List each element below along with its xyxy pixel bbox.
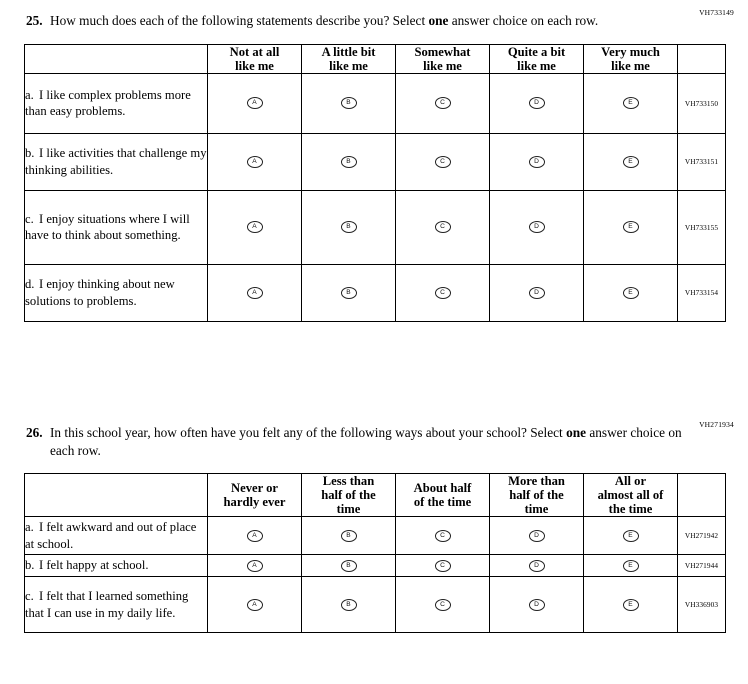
row-text: I enjoy thinking about new solutions to problems. [25, 277, 175, 308]
radio-bubble-e[interactable]: E [623, 560, 639, 572]
option-25a-5[interactable] [584, 73, 678, 133]
row-letter: b. [25, 146, 35, 160]
header-code-cell [678, 474, 726, 517]
table-row [25, 264, 726, 321]
question-text-25-bold: one [428, 13, 449, 28]
option-25d-5[interactable] [584, 264, 678, 321]
radio-bubble-a[interactable]: A [247, 221, 263, 233]
radio-bubble-a[interactable]: A [247, 530, 263, 542]
option-25a-2[interactable] [302, 73, 396, 133]
column-header-line: like me [611, 58, 650, 73]
option-26b-5[interactable] [584, 555, 678, 577]
radio-bubble-b[interactable]: B [341, 530, 357, 542]
column-header-line: hardly ever [223, 495, 286, 509]
option-26b-1[interactable] [208, 555, 302, 577]
row-stem-25d [25, 264, 208, 321]
row-stem-25b [25, 133, 208, 190]
radio-bubble-a[interactable]: A [247, 287, 263, 299]
radio-bubble-d[interactable]: D [529, 156, 545, 168]
row-letter: a. [25, 87, 34, 102]
row-code-25c: VH733155 [678, 190, 726, 264]
radio-bubble-c[interactable]: C [435, 221, 451, 233]
radio-bubble-b[interactable]: B [341, 599, 357, 611]
column-header-never-or-hardly-ever [208, 474, 302, 517]
radio-bubble-b[interactable]: B [341, 560, 357, 572]
radio-bubble-d[interactable]: D [529, 560, 545, 572]
column-header-more-than-half-of-the-time [490, 474, 584, 517]
row-code-25b: VH733151 [678, 133, 726, 190]
radio-bubble-d[interactable]: D [529, 97, 545, 109]
question-text-25 [50, 12, 708, 30]
radio-bubble-e[interactable]: E [623, 97, 639, 109]
option-26b-4[interactable] [490, 555, 584, 577]
row-text: I enjoy situations where I will have to think about something. [25, 211, 190, 242]
column-header-about-half-of-the-time [396, 474, 490, 517]
column-header-line: like me [423, 58, 462, 73]
option-25c-5[interactable] [584, 190, 678, 264]
table-row [25, 190, 726, 264]
option-26a-3[interactable] [396, 517, 490, 555]
option-25c-4[interactable] [490, 190, 584, 264]
column-header-line: About half [413, 481, 472, 495]
question-text-25-part2: answer choice on each row. [448, 13, 599, 28]
row-code-26c: VH336903 [678, 577, 726, 633]
row-letter: a. [25, 520, 34, 534]
radio-bubble-e[interactable]: E [623, 156, 639, 168]
question-text-26-part2: answer choice on each row. [50, 425, 682, 458]
question-stem-26 [0, 424, 748, 459]
table-row [25, 517, 726, 555]
row-letter: c. [25, 589, 34, 603]
row-stem-26c [25, 577, 208, 633]
radio-bubble-c[interactable]: C [435, 287, 451, 299]
question-stem-25 [0, 12, 748, 30]
column-header-line: half of the [509, 488, 564, 502]
row-letter: b. [25, 558, 35, 573]
option-25c-2[interactable] [302, 190, 396, 264]
question-code-26: VH271934 [699, 420, 734, 429]
header-blank-cell [25, 474, 208, 517]
column-header-line: of the time [413, 495, 472, 509]
matrix-header-row [25, 44, 726, 73]
row-text: I like complex problems more than easy problems. [25, 87, 191, 118]
option-25c-1[interactable] [208, 190, 302, 264]
row-code-25d: VH733154 [678, 264, 726, 321]
radio-bubble-d[interactable]: D [529, 221, 545, 233]
column-header-line: Quite a bit [507, 44, 566, 59]
option-25b-1[interactable] [208, 133, 302, 190]
column-header-line: More than [508, 474, 565, 488]
option-26a-2[interactable] [302, 517, 396, 555]
column-header-line: All or [614, 474, 647, 488]
question-number-25: 25. [26, 13, 43, 28]
question-block-26 [0, 420, 748, 633]
option-26a-4[interactable] [490, 517, 584, 555]
option-26c-2[interactable] [302, 577, 396, 633]
radio-bubble-c[interactable]: C [435, 560, 451, 572]
column-header-line: time [336, 502, 361, 516]
radio-bubble-a[interactable]: A [247, 97, 263, 109]
option-26b-3[interactable] [396, 555, 490, 577]
column-header-line: Very much [601, 44, 660, 59]
option-26b-2[interactable] [302, 555, 396, 577]
radio-bubble-b[interactable]: B [341, 221, 357, 233]
option-25b-3[interactable] [396, 133, 490, 190]
column-header-line: like me [235, 58, 274, 73]
column-header-line: time [524, 502, 549, 516]
matrix-table-25 [24, 44, 726, 322]
question-text-26-bold: one [566, 425, 587, 440]
column-header-not-at-all-like-me [208, 44, 302, 73]
question-block-25 [0, 8, 748, 322]
option-25b-2[interactable] [302, 133, 396, 190]
option-26c-5[interactable] [584, 577, 678, 633]
row-stem-26a [25, 517, 208, 555]
radio-bubble-a[interactable]: A [247, 560, 263, 572]
column-header-line: Never or [231, 481, 278, 495]
option-25a-4[interactable] [490, 73, 584, 133]
column-header-less-than-half-of-the-time [302, 474, 396, 517]
row-stem-25a [25, 73, 208, 133]
row-code-26b: VH271944 [678, 555, 726, 577]
column-header-line: the time [608, 502, 653, 516]
radio-bubble-b[interactable]: B [341, 156, 357, 168]
radio-bubble-c[interactable]: C [435, 156, 451, 168]
row-stem-26b [25, 555, 208, 577]
option-26c-3[interactable] [396, 577, 490, 633]
column-header-line: almost all of [597, 488, 664, 502]
column-header-line: Not at all [229, 44, 280, 59]
row-text: I felt awkward and out of place at school. [25, 520, 197, 551]
row-letter: c. [25, 211, 34, 226]
header-code-cell [678, 44, 726, 73]
table-row [25, 577, 726, 633]
radio-bubble-e[interactable]: E [623, 530, 639, 542]
table-row [25, 73, 726, 133]
option-25d-3[interactable] [396, 264, 490, 321]
radio-bubble-b[interactable]: B [341, 287, 357, 299]
question-text-26 [50, 424, 708, 459]
option-26c-1[interactable] [208, 577, 302, 633]
column-header-line: like me [517, 58, 556, 73]
radio-bubble-e[interactable]: E [623, 599, 639, 611]
option-25d-4[interactable] [490, 264, 584, 321]
option-26a-1[interactable] [208, 517, 302, 555]
question-number-26: 26. [26, 425, 43, 440]
column-header-quite-a-bit-like-me [490, 44, 584, 73]
question-text-26-part1: In this school year, how often have you felt any of the following ways about your school? Select [50, 425, 567, 440]
radio-bubble-e[interactable]: E [623, 221, 639, 233]
option-25b-5[interactable] [584, 133, 678, 190]
option-25d-1[interactable] [208, 264, 302, 321]
column-header-line: Somewhat [414, 44, 471, 59]
option-26a-5[interactable] [584, 517, 678, 555]
option-25d-2[interactable] [302, 264, 396, 321]
column-header-somewhat-like-me [396, 44, 490, 73]
column-header-a-little-bit-like-me [302, 44, 396, 73]
matrix-header-row [25, 474, 726, 517]
column-header-line: A little bit [321, 44, 376, 59]
radio-bubble-e[interactable]: E [623, 287, 639, 299]
question-code-25: VH733149 [699, 8, 734, 17]
row-text: I felt happy at school. [39, 558, 149, 573]
radio-bubble-d[interactable]: D [529, 599, 545, 611]
option-25a-1[interactable] [208, 73, 302, 133]
matrix-table-26 [24, 473, 726, 633]
row-stem-25c [25, 190, 208, 264]
radio-bubble-c[interactable]: C [435, 530, 451, 542]
row-text: I like activities that challenge my thinking abilities. [25, 146, 207, 177]
radio-bubble-d[interactable]: D [529, 287, 545, 299]
row-code-25a: VH733150 [678, 73, 726, 133]
option-25c-3[interactable] [396, 190, 490, 264]
option-26c-4[interactable] [490, 577, 584, 633]
column-header-line: like me [329, 58, 368, 73]
header-blank-cell [25, 44, 208, 73]
column-header-all-or-almost-all-of-the-time [584, 474, 678, 517]
radio-bubble-c[interactable]: C [435, 97, 451, 109]
radio-bubble-c[interactable]: C [435, 599, 451, 611]
row-letter: d. [25, 277, 35, 291]
option-25b-4[interactable] [490, 133, 584, 190]
table-row [25, 555, 726, 577]
radio-bubble-d[interactable]: D [529, 530, 545, 542]
radio-bubble-b[interactable]: B [341, 97, 357, 109]
option-25a-3[interactable] [396, 73, 490, 133]
column-header-line: half of the [321, 488, 376, 502]
row-code-26a: VH271942 [678, 517, 726, 555]
radio-bubble-a[interactable]: A [247, 156, 263, 168]
column-header-line: Less than [322, 474, 375, 488]
radio-bubble-a[interactable]: A [247, 599, 263, 611]
row-text: I felt that I learned something that I can use in my daily life. [25, 589, 189, 620]
question-text-25-part1: How much does each of the following statements describe you? Select [50, 13, 429, 28]
column-header-very-much-like-me [584, 44, 678, 73]
table-row [25, 133, 726, 190]
